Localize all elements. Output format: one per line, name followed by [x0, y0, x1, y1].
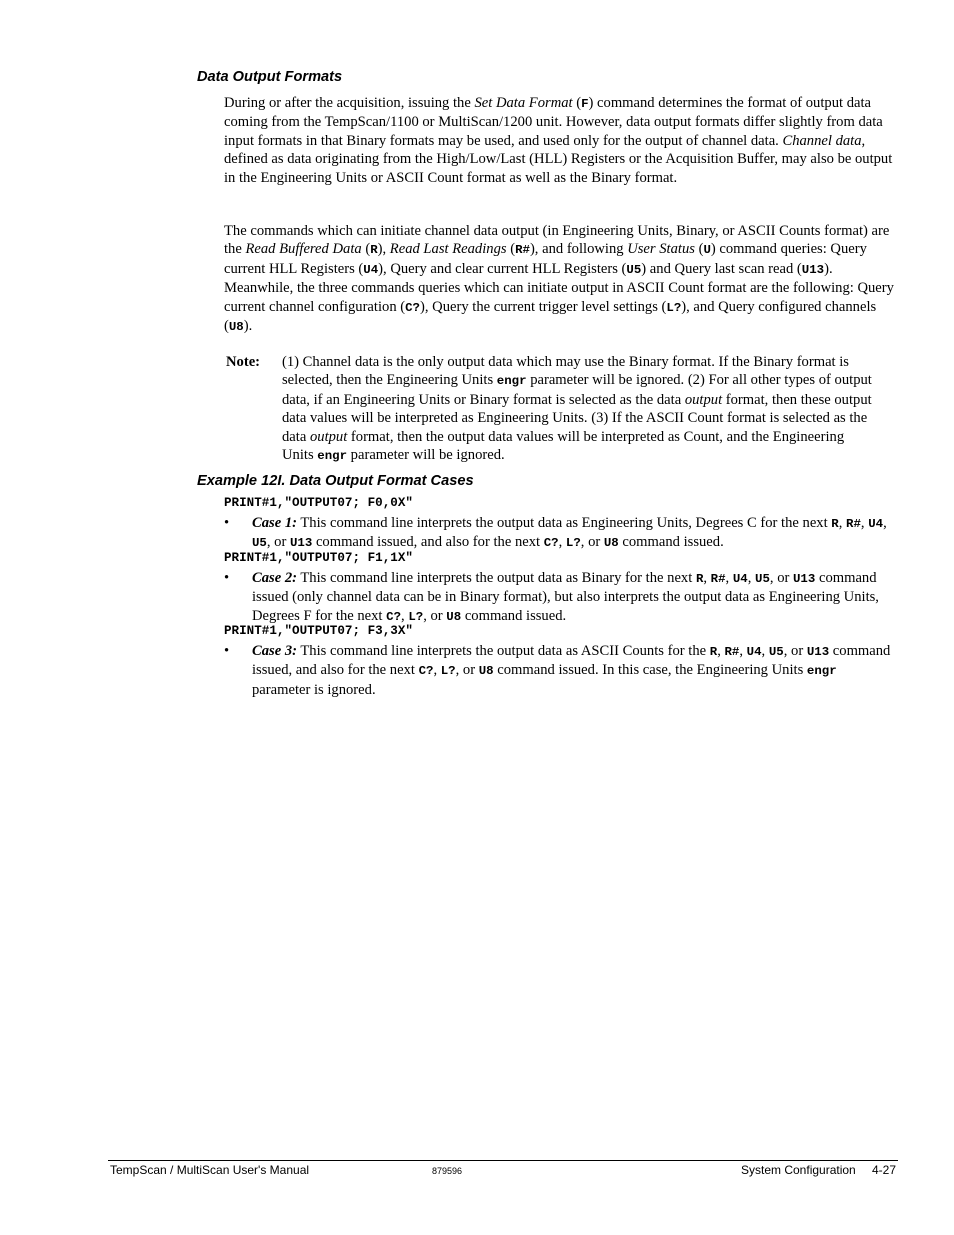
text-run: ), Query and clear current HLL Registers ( — [378, 260, 627, 277]
case-3-item — [224, 642, 898, 699]
command-code: U — [703, 243, 711, 258]
command-code: R — [370, 243, 378, 258]
command-code: L? — [666, 300, 682, 315]
example-heading: Example 12I. Data Output Format Cases — [197, 473, 474, 489]
footer-page-number: 4-27 — [872, 1163, 897, 1177]
case-label: Case 3: — [252, 643, 297, 659]
text-run: The commands which can initiate channel data output (in Engineering Units, Binary, or ASCII Counts format) are the — [224, 223, 890, 258]
command-code: U4 — [746, 645, 762, 659]
case-label: Case 2: — [252, 570, 297, 586]
case-1-item — [224, 514, 898, 553]
command-code: U4 — [363, 262, 379, 277]
case-2-text — [252, 569, 892, 626]
italic-term: output — [684, 391, 723, 408]
bullet-icon: • — [224, 643, 230, 659]
text-run: This command line interprets the output data as Binary for the next — [297, 570, 696, 586]
text-run: (1) Channel data is the only output data which may use the Binary format. If the Binary format is selected, then the Engineering Units — [282, 354, 849, 389]
command-code: engr — [496, 374, 527, 389]
case-2-item — [224, 569, 898, 626]
text-run: ) command queries: Query current HLL Registers ( — [224, 241, 867, 277]
text-run: , or — [266, 534, 290, 551]
command-code: U8 — [228, 320, 244, 335]
command-code: U8 — [446, 609, 462, 624]
command-code: F — [581, 97, 589, 111]
footer-section: System Configuration — [741, 1163, 856, 1177]
footer-rule — [108, 1160, 898, 1161]
command-code: C? — [543, 536, 559, 551]
text-run: , — [558, 534, 566, 551]
command-code: R — [695, 572, 704, 586]
text-run: , or — [423, 607, 447, 624]
command-code: L? — [565, 536, 581, 551]
italic-term: Set Data Format — [474, 95, 573, 111]
text-run: command issued (only channel data can be in Binary format), but also interprets the output data as Engineering Units, Degrees F for the next — [252, 570, 879, 624]
text-run: ). — [243, 318, 253, 335]
command-code: U4 — [732, 572, 748, 586]
text-run: ) command determines the format of output data coming from the TempScan/1100 or MultiScan/1200 unit. However, data output formats differ slightly from data input formats in that Binary formats may be used, and used only for the output of channel data. — [224, 95, 883, 149]
italic-term: User Status — [627, 241, 695, 258]
code-line-case-3: PRINT#1,"OUTPUT07; F3,3X" — [224, 624, 413, 638]
text-run: ) and Query last scan read ( — [641, 260, 802, 277]
case-1-text — [252, 514, 892, 553]
text-run: ( — [572, 95, 582, 111]
italic-term: Channel data — [782, 132, 862, 149]
text-run: , or — [455, 662, 479, 679]
text-run: command issued. — [618, 534, 724, 551]
text-run: format, then these output data values will be interpreted as Engineering Units. (3) If the ASCII Count format is selected as the data — [282, 391, 872, 445]
text-run: , — [747, 570, 756, 586]
text-run: ), — [377, 241, 390, 258]
code-line-case-1: PRINT#1,"OUTPUT07; F0,0X" — [224, 496, 413, 510]
text-run: , or — [783, 643, 807, 659]
command-code: L? — [440, 664, 456, 679]
text-run: , — [703, 570, 711, 586]
command-code: U13 — [793, 572, 816, 586]
command-code: U13 — [806, 645, 830, 659]
command-code: C? — [405, 300, 420, 315]
command-code: R# — [515, 243, 530, 258]
text-run: During or after the acquisition, issuing the — [224, 95, 475, 111]
text-run: parameter will be ignored. (2) For all other types of output data, if an Engineering Units or Binary format is selected as the data — [282, 372, 872, 408]
text-run: This command line interprets the output data as ASCII Counts for the — [297, 643, 710, 659]
bullet-icon: • — [224, 515, 230, 531]
italic-term: Read Last Readings — [389, 241, 507, 258]
text-run: ( — [361, 241, 371, 258]
text-run: command issued, and also for the next — [312, 534, 544, 551]
command-code: L? — [408, 609, 424, 624]
footer-manual-title: TempScan / MultiScan User's Manual — [110, 1163, 310, 1177]
text-run: ), and Query configured channels ( — [224, 298, 877, 335]
text-run: ( — [506, 241, 516, 258]
command-code: R — [709, 645, 718, 659]
footer-doc-number: 879596 — [432, 1166, 463, 1176]
command-code: U8 — [603, 536, 619, 551]
command-code: U13 — [801, 262, 825, 277]
command-code: engr — [806, 664, 837, 679]
command-code: U5 — [626, 262, 642, 277]
text-run: This command line interprets the output data as Engineering Units, Degrees C for the next — [297, 515, 832, 531]
command-code: U5 — [755, 572, 770, 586]
command-code: U13 — [289, 536, 313, 551]
text-run: , — [883, 515, 887, 531]
case-label: Case 1: — [252, 515, 297, 531]
command-code: U8 — [478, 664, 494, 679]
text-run: ), and following — [529, 241, 628, 258]
section-heading: Data Output Formats — [197, 69, 343, 85]
text-run: , — [725, 570, 733, 586]
command-code: R — [831, 517, 839, 531]
command-code: C? — [386, 609, 402, 624]
text-run: , — [433, 662, 441, 679]
case-3-text — [252, 642, 892, 699]
text-run: , — [401, 607, 409, 624]
command-code: R# — [710, 572, 726, 586]
note-block — [226, 353, 898, 465]
command-code: R# — [724, 645, 740, 659]
text-run: , — [838, 515, 847, 531]
text-run: ), Query the current trigger level settings ( — [420, 298, 667, 315]
intro-paragraph — [224, 94, 898, 187]
text-run: command issued. In this case, the Engineering Units — [493, 662, 807, 679]
command-code: U4 — [868, 517, 884, 531]
text-run: parameter will be ignored. — [347, 447, 505, 464]
text-run: parameter is ignored. — [252, 681, 376, 698]
text-run: command issued. — [461, 607, 567, 624]
note-label: Note: — [226, 354, 261, 370]
italic-term: Read Buffered Data — [245, 241, 362, 258]
text-run: , or — [580, 534, 604, 551]
text-run: , — [717, 643, 725, 659]
text-run: ( — [694, 241, 704, 258]
command-code: U5 — [768, 645, 784, 659]
text-run: , or — [769, 570, 793, 586]
text-run: , — [860, 515, 869, 531]
text-run: format, then the output data values will be interpreted as Count, and the Engineering Units — [282, 428, 845, 464]
italic-term: output — [309, 428, 348, 445]
note-text — [282, 353, 872, 465]
command-code: U5 — [252, 536, 267, 551]
command-code: R# — [846, 517, 861, 531]
command-code: C? — [418, 664, 434, 679]
text-run: command issued, and also for the next — [252, 643, 891, 679]
code-line-case-2: PRINT#1,"OUTPUT07; F1,1X" — [224, 551, 413, 565]
text-run: ). Meanwhile, the three commands queries which can initiate output in ASCII Count format are the following: Query current channel configuration ( — [224, 260, 894, 315]
text-run: , defined as data originating from the High/Low/Last (HLL) Registers or the Acquisition Buffer, may also be output in the Engineering Units or ASCII Count format as well as the Binary format. — [224, 132, 893, 186]
text-run: , — [761, 643, 769, 659]
command-code: engr — [317, 449, 348, 464]
bullet-icon: • — [224, 570, 230, 586]
commands-paragraph — [224, 222, 898, 336]
text-run: , — [739, 643, 747, 659]
